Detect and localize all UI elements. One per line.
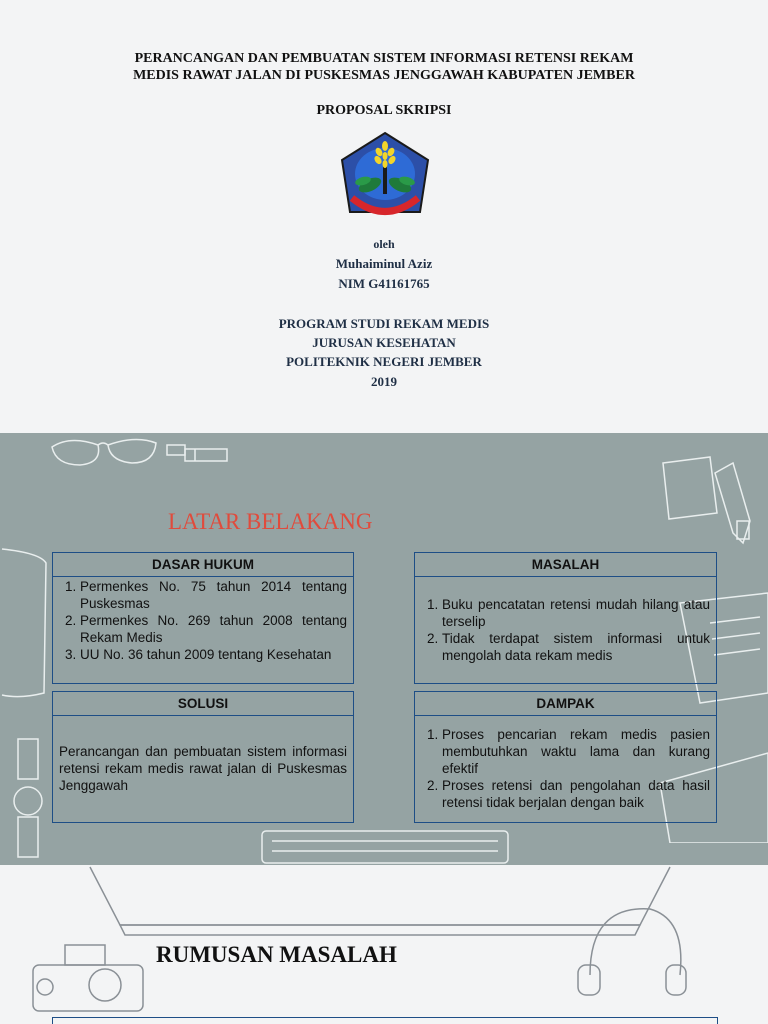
solusi-header: SOLUSI	[53, 692, 353, 716]
rumusan-masalah-box	[52, 1017, 718, 1024]
program-name: PROGRAM STUDI REKAM MEDIS	[278, 316, 490, 331]
rumusan-slide	[0, 865, 768, 1024]
dampak-box	[414, 691, 717, 823]
masalah-box	[414, 552, 717, 684]
title-line-2: MEDIS RAWAT JALAN DI PUSKESMAS JENGGAWAH KABUPATEN JEMBER	[133, 68, 635, 83]
title-line-1: PERANCANGAN DAN PEMBUATAN SISTEM INFORMASI RETENSI REKAM	[134, 51, 634, 66]
latar-belakang-heading: LATAR BELAKANG	[168, 509, 373, 534]
dasar-hukum-item: 2. Permenkes No. 269 tahun 2008 tentang Rekam Medis	[80, 612, 347, 646]
headphones-icon	[570, 895, 690, 1005]
background-slide	[0, 433, 768, 865]
dasar-hukum-box	[52, 552, 354, 684]
solusi-text: Perancangan dan pembuatan sistem informasi retensi rekam medis rawat jalan di Puskesmas Jenggawah	[59, 744, 347, 793]
dasar-hukum-item: 1. Permenkes No. 75 tahun 2014 tentang Puskesmas	[80, 578, 347, 612]
thesis-title	[0, 50, 768, 84]
dampak-item: 2. Proses retensi dan pengolahan data hasil retensi tidak berjalan dengan baik	[442, 777, 710, 811]
polije-logo-icon	[338, 130, 432, 222]
usb-drive-icon	[165, 439, 235, 465]
year-label: 2019	[371, 374, 397, 389]
institution-name: POLITEKNIK NEGERI JEMBER	[286, 354, 482, 369]
title-slide	[0, 0, 768, 433]
watch-icon	[10, 733, 50, 863]
solusi-box	[52, 691, 354, 823]
proposal-subtitle: PROPOSAL SKRIPSI	[316, 103, 452, 118]
dampak-item: 1. Proses pencarian rekam medis pasien membutuhkan waktu lama dan kurang efektif	[442, 726, 710, 777]
nim-number: NIM G41161765	[338, 276, 430, 291]
tablet-icon	[0, 543, 50, 703]
keyboard-icon	[260, 829, 510, 865]
rumusan-masalah-heading: RUMUSAN MASALAH	[156, 942, 397, 967]
masalah-item: 2. Tidak terdapat sistem informasi untuk mengolah data rekam medis	[442, 630, 710, 664]
glasses-icon	[50, 433, 160, 469]
by-label: oleh	[373, 237, 395, 251]
department-name: JURUSAN KESEHATAN	[312, 335, 456, 350]
author-name: Muhaiminul Aziz	[335, 256, 433, 271]
camera-icon	[25, 935, 155, 1015]
dasar-hukum-item: 3. UU No. 36 tahun 2009 tentang Kesehatan	[80, 646, 347, 663]
masalah-item: 1. Buku pencatatan retensi mudah hilang atau terselip	[442, 596, 710, 630]
sticky-note-icon	[655, 453, 765, 548]
masalah-header: MASALAH	[415, 553, 716, 577]
dasar-hukum-header: DASAR HUKUM	[53, 553, 353, 577]
dampak-header: DAMPAK	[415, 692, 716, 716]
